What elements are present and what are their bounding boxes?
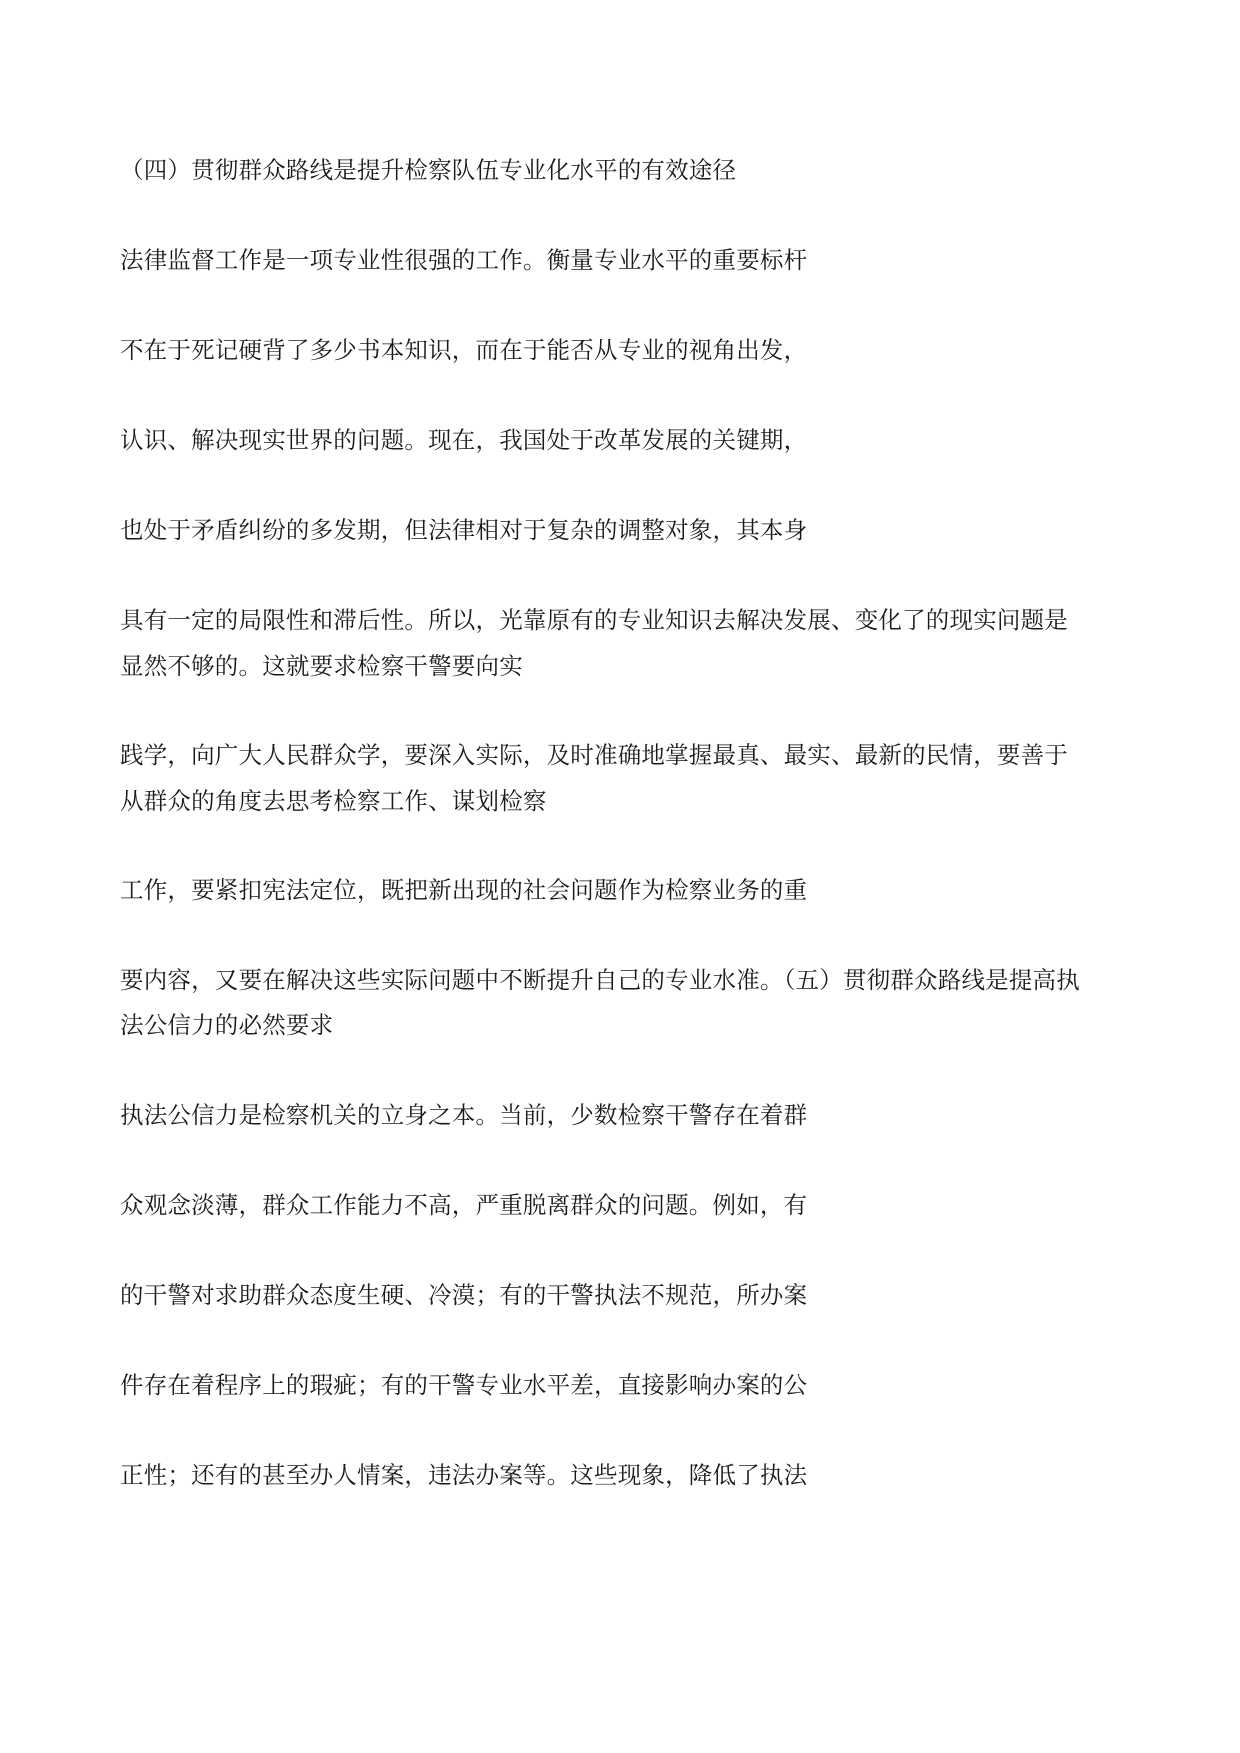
text-line: 法公信力的必然要求 [120, 1011, 334, 1039]
text-line: 要内容，又要在解决这些实际问题中不断提升自己的专业水准。（五）贯彻群众路线是提高执 [120, 966, 1080, 994]
text-line: 不在于死记硬背了多少书本知识，而在于能否从专业的视角出发， [120, 336, 808, 364]
text-line: 具有一定的局限性和滞后性。所以，光靠原有的专业知识去解决发展、变化了的现实问题是 [120, 606, 1068, 634]
text-line: 从群众的角度去思考检察工作、谋划检察 [120, 787, 547, 815]
text-line: 工作，要紧扣宪法定位，既把新出现的社会问题作为检察业务的重 [120, 876, 808, 904]
text-line: 也处于矛盾纠纷的多发期，但法律相对于复杂的调整对象，其本身 [120, 516, 808, 544]
section-heading-4: （四）贯彻群众路线是提升检察队伍专业化水平的有效途径 [120, 156, 737, 184]
text-line: 显然不够的。这就要求检察干警要向实 [120, 652, 523, 680]
text-line: 正性；还有的甚至办人情案，违法办案等。这些现象，降低了执法 [120, 1461, 808, 1489]
text-line: 众观念淡薄，群众工作能力不高，严重脱离群众的问题。例如，有 [120, 1191, 808, 1219]
text-line: 认识、解决现实世界的问题。现在，我国处于改革发展的关键期， [120, 426, 808, 454]
text-line: 执法公信力是检察机关的立身之本。当前，少数检察干警存在着群 [120, 1101, 808, 1129]
text-line: 践学，向广大人民群众学，要深入实际，及时准确地掌握最真、最实、最新的民情，要善于 [120, 741, 1068, 769]
text-line: 的干警对求助群众态度生硬、冷漠；有的干警执法不规范，所办案 [120, 1281, 808, 1309]
text-line: 件存在着程序上的瑕疵；有的干警专业水平差，直接影响办案的公 [120, 1371, 808, 1399]
text-line: 法律监督工作是一项专业性很强的工作。衡量专业水平的重要标杆 [120, 246, 808, 274]
